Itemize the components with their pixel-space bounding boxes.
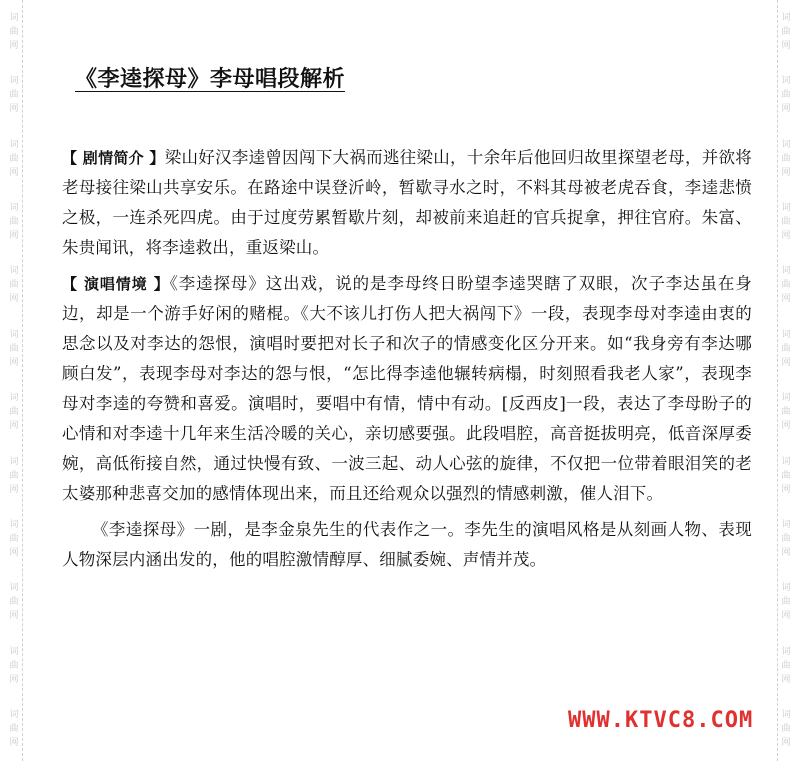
watermark-char: 曲 <box>781 724 791 735</box>
watermark-char: 词 <box>781 12 791 23</box>
watermark-group <box>9 11 18 53</box>
watermark-char: 词 <box>781 139 791 150</box>
watermark-char: 曲 <box>781 407 791 418</box>
watermark-char: 词 <box>9 202 19 213</box>
watermark-char: 词 <box>9 329 19 340</box>
watermark-char: 网 <box>781 611 791 622</box>
watermark-group <box>781 74 790 116</box>
watermark-group <box>9 264 18 306</box>
watermark-char: 曲 <box>9 660 19 671</box>
watermark-char: 曲 <box>9 216 19 227</box>
watermark-char: 网 <box>781 104 791 115</box>
watermark-group <box>781 518 790 560</box>
watermark-char: 网 <box>9 357 19 368</box>
watermark-char: 词 <box>781 393 791 404</box>
watermark-char: 曲 <box>781 280 791 291</box>
watermark-char: 词 <box>9 12 19 23</box>
page-title: 《李逵探母》李母唱段解析 <box>75 66 346 92</box>
watermark-char: 网 <box>9 40 19 51</box>
watermark-group <box>781 708 790 750</box>
watermark-char: 曲 <box>781 90 791 101</box>
watermark-char: 曲 <box>9 26 19 37</box>
watermark-char: 网 <box>781 738 791 749</box>
paragraph-text: 梁山好汉李逵曾因闯下大祸而逃往梁山，十余年后他回归故里探望老母，并欲将老母接往梁山共享安乐。在路途中误登沂岭，暂歇寻水之时，不料其母被老虎吞食，李逵悲愤之极，一连杀死四虎。由于过度劳累暂歇片刻，却被前来追赶的官兵捉拿，押往官府。朱富、朱贵闻讯，将李逵救出，重返梁山。 <box>62 148 752 257</box>
watermark-char: 网 <box>781 547 791 558</box>
watermark-char: 网 <box>9 674 19 685</box>
watermark-char: 网 <box>781 40 791 51</box>
watermark-char: 曲 <box>9 597 19 608</box>
watermark-group <box>9 581 18 623</box>
watermark-char: 曲 <box>9 280 19 291</box>
watermark-group <box>9 518 18 560</box>
watermark-char: 曲 <box>9 343 19 354</box>
watermark-group <box>781 581 790 623</box>
watermark-char: 词 <box>9 393 19 404</box>
section-heading-performance: 【 演唱情境 】 <box>62 275 170 293</box>
paragraph-text: 《李逵探母》这出戏，说的是李母终日盼望李逵哭瞎了双眼，次子李达虽在身边，却是一个游手好闲的赌棍。《大不该儿打伤人把大祸闯下》一段，表现李母对李逵由衷的思念以及对李达的怨恨，演唱时要把对长子和次子的情感变化区分开来。如“我身旁有李达哪顾白发”，表现李母对李达的怨与恨，“怎比得李逵他辗转病榻，时刻照看我老人家”，表现李母对李逵的夸赞和喜爱。演唱时，要唱中有情，情中有动。[反西皮]一段，表达了李母盼子的心情和对李逵十几年来生活冷暖的关心，亲切感要强。此段唱腔，高音挺拔明亮，低音深厚委婉，高低衔接自然，通过快慢有致、一波三起、动人心弦的旋律，不仅把一位带着眼泪笑的老太婆那种悲喜交加的感情体现出来，而且还给观众以强烈的情感刺激，催人泪下。 <box>62 274 752 503</box>
watermark-char: 曲 <box>9 470 19 481</box>
watermark-group <box>9 391 18 433</box>
watermark-char: 网 <box>9 547 19 558</box>
watermark-char: 曲 <box>781 597 791 608</box>
watermark-char: 词 <box>781 456 791 467</box>
watermark-group <box>9 138 18 180</box>
watermark-char: 词 <box>781 202 791 213</box>
paragraph-synopsis <box>62 143 752 263</box>
watermark-char: 词 <box>9 519 19 530</box>
watermark-char: 词 <box>781 519 791 530</box>
watermark-group <box>781 328 790 370</box>
paragraph-closing <box>62 515 752 575</box>
watermark-char: 词 <box>781 710 791 721</box>
watermark-char: 词 <box>781 266 791 277</box>
watermark-char: 词 <box>9 583 19 594</box>
watermark-char: 词 <box>9 646 19 657</box>
watermark-char: 词 <box>781 583 791 594</box>
watermark-char: 词 <box>9 76 19 87</box>
watermark-group <box>781 391 790 433</box>
article-body <box>62 143 752 581</box>
watermark-group <box>781 201 790 243</box>
watermark-char: 网 <box>9 294 19 305</box>
watermark-char: 网 <box>9 230 19 241</box>
watermark-char: 网 <box>781 357 791 368</box>
watermark-char: 词 <box>781 76 791 87</box>
watermark-char: 曲 <box>781 153 791 164</box>
watermark-group <box>9 708 18 750</box>
watermark-char: 网 <box>9 611 19 622</box>
left-watermark-strip <box>0 0 28 761</box>
watermark-group <box>781 138 790 180</box>
watermark-char: 曲 <box>781 26 791 37</box>
watermark-char: 曲 <box>781 533 791 544</box>
watermark-char: 曲 <box>781 216 791 227</box>
paragraph-text: 《李逵探母》一剧，是李金泉先生的代表作之一。李先生的演唱风格是从刻画人物、表现人物深层内涵出发的，他的唱腔激情醇厚、细腻委婉、声情并茂。 <box>62 520 752 569</box>
watermark-group <box>781 11 790 53</box>
watermark-char: 曲 <box>9 724 19 735</box>
section-heading-synopsis: 【 剧情简介 】 <box>62 149 165 167</box>
watermark-char: 网 <box>9 738 19 749</box>
site-logo[interactable]: WWW.KTVC8.COM <box>568 708 754 733</box>
watermark-group <box>9 645 18 687</box>
watermark-char: 曲 <box>9 90 19 101</box>
watermark-char: 曲 <box>781 343 791 354</box>
watermark-char: 词 <box>9 266 19 277</box>
watermark-char: 曲 <box>9 407 19 418</box>
right-watermark-strip <box>772 0 800 761</box>
watermark-char: 网 <box>9 421 19 432</box>
watermark-group <box>9 74 18 116</box>
watermark-char: 词 <box>781 646 791 657</box>
watermark-char: 词 <box>781 329 791 340</box>
watermark-char: 词 <box>9 710 19 721</box>
watermark-char: 网 <box>781 421 791 432</box>
watermark-char: 网 <box>781 484 791 495</box>
watermark-char: 曲 <box>9 153 19 164</box>
watermark-group <box>9 455 18 497</box>
paragraph-performance <box>62 269 752 509</box>
watermark-group <box>781 645 790 687</box>
watermark-char: 曲 <box>781 470 791 481</box>
watermark-char: 网 <box>781 167 791 178</box>
watermark-char: 网 <box>781 294 791 305</box>
watermark-char: 网 <box>9 104 19 115</box>
watermark-char: 词 <box>9 456 19 467</box>
watermark-char: 词 <box>9 139 19 150</box>
watermark-group <box>9 201 18 243</box>
watermark-char: 曲 <box>9 533 19 544</box>
watermark-char: 网 <box>781 230 791 241</box>
watermark-char: 网 <box>9 167 19 178</box>
watermark-group <box>781 264 790 306</box>
watermark-group <box>781 455 790 497</box>
watermark-group <box>9 328 18 370</box>
watermark-char: 网 <box>9 484 19 495</box>
watermark-char: 曲 <box>781 660 791 671</box>
watermark-char: 网 <box>781 674 791 685</box>
